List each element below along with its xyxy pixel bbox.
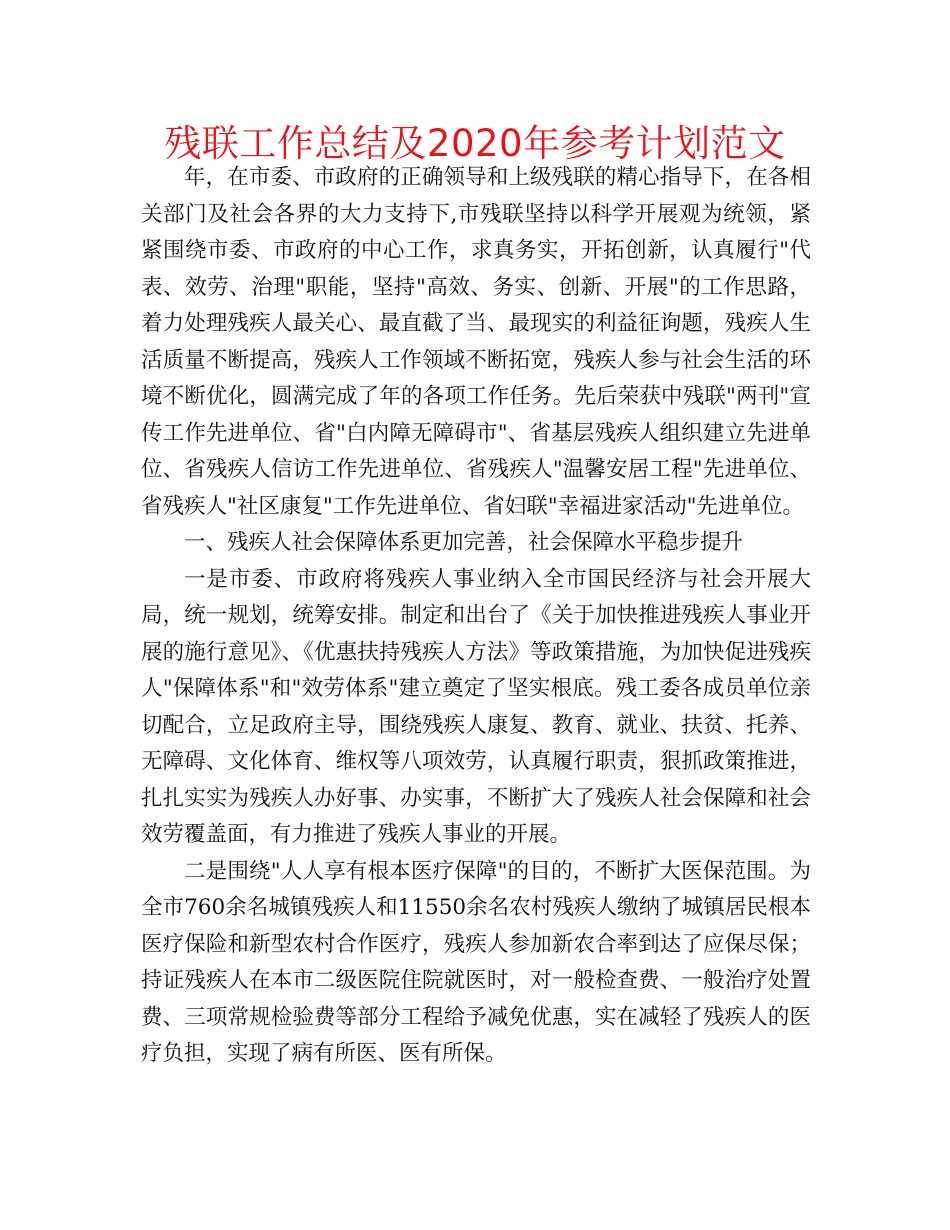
paragraph-intro: 年，在市委、市政府的正确领导和上级残联的精心指导下，在各相关部门及社会各界的大力支持下,市残联坚持以科学开展观为统领，紧紧围绕市委、市政府的中心工作，求真务实，开拓创新，认真履行"代表、效劳、治理"职能，坚持"高效、务实、创新、开展"的工作思路，着力处理残疾人最关心、最直截了当、最现实的利益征询题，残疾人生活质量不断提高，残疾人工作领域不断拓宽，残疾人参与社会生活的环境不断优化，圆满完成了年的各项工作任务。先后荣获中残联"两刊"宣传工作先进单位、省"白内障无障碍市"、省基层残疾人组织建立先进单位、省残疾人信访工作先进单位、省残疾人"温馨安居工程"先进单位、省残疾人"社区康复"工作先进单位、省妇联"幸福进家活动"先进单位。 <box>141 165 811 519</box>
paragraph-medical: 二是围绕"人人享有根本医疗保障"的目的，不断扩大医保范围。为全市760余名城镇残疾人和11550余名农村残疾人缴纳了城镇居民根本医疗保险和新型农村合作医疗，残疾人参加新农合率到达了应保尽保；持证残疾人在本市二级医院住院就医时，对一般检查费、一般治疗处置费、三项常规检验费等部分工程给予减免优惠，实在减轻了残疾人的医疗负担，实现了病有所医、医有所保。 <box>141 858 811 1066</box>
paragraph-policy: 一是市委、市政府将残疾人事业纳入全市国民经济与社会开展大局，统一规划，统筹安排。制定和出台了《关于加快推进残疾人事业开展的施行意见》、《优惠扶持残疾人方法》等政策措施，为加快促进残疾人"保障体系"和"效劳体系"建立奠定了坚实根底。残工委各成员单位亲切配合，立足政府主导，围绕残疾人康复、教育、就业、扶贫、托养、无障碍、文化体育、维权等八项效劳，认真履行职责，狠抓政策推进，扎扎实实为残疾人办好事、办实事，不断扩大了残疾人社会保障和社会效劳覆盖面，有力推进了残疾人事业的开展。 <box>141 566 811 847</box>
document-body <box>141 160 811 1073</box>
section-heading-1: 一、残疾人社会保障体系更加完善，社会保障水平稳步提升 <box>184 530 744 555</box>
document-title: 残联工作总结及2020年参考计划范文 <box>164 122 786 165</box>
